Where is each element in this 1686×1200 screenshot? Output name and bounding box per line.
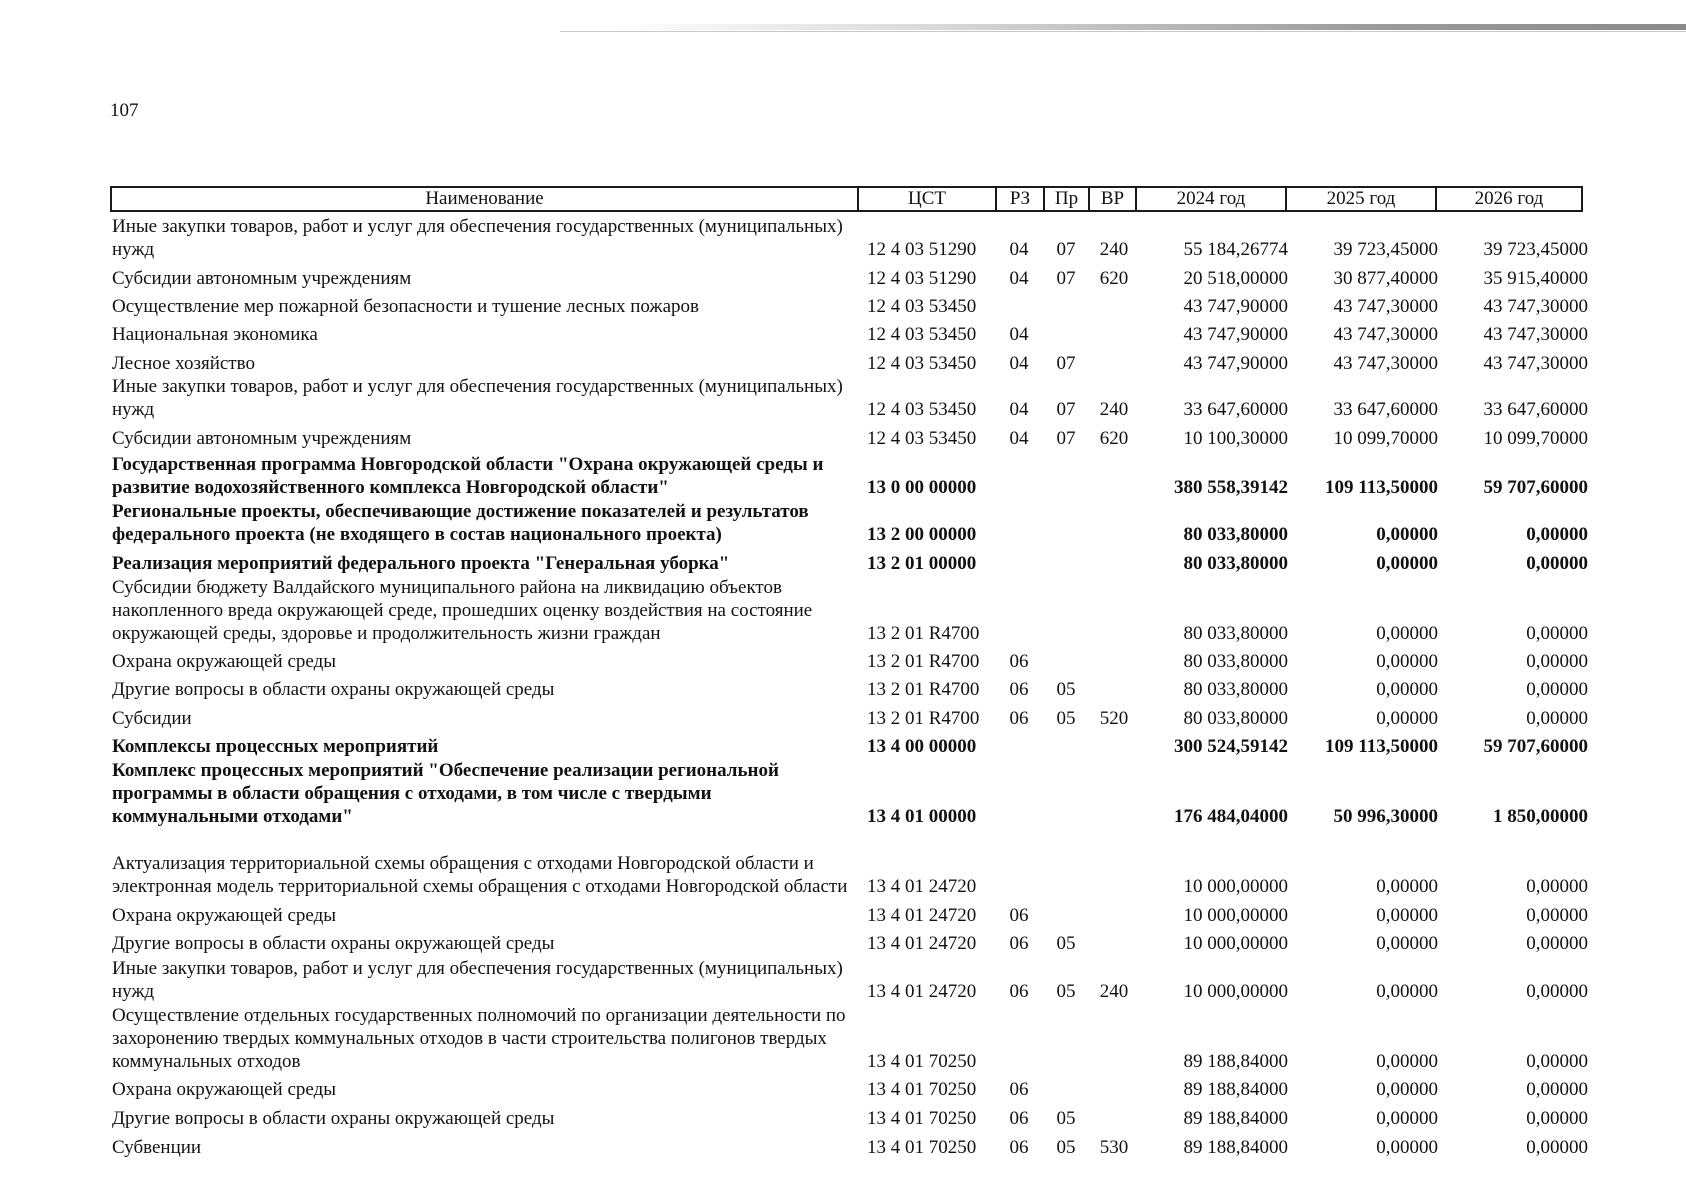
cell-cst: 12 4 03 51290 (867, 268, 977, 289)
cell-rz: 06 (1009, 708, 1029, 729)
cell-2024: 80 033,80000 (1183, 524, 1288, 545)
cell-cst: 13 4 01 70250 (867, 1137, 977, 1158)
table-row (0, 318, 1686, 346)
cell-rz: 06 (1009, 933, 1029, 954)
cell-name: Лесное хозяйство (112, 353, 255, 374)
cell-pr: 07 (1056, 428, 1076, 449)
column-header-rz: РЗ (995, 188, 1043, 210)
cell-2026: 0,00000 (1526, 905, 1588, 926)
cell-rz: 04 (1009, 428, 1029, 449)
cell-name: Другие вопросы в области охраны окружающей среды (112, 679, 555, 700)
cell-2025: 0,00000 (1376, 905, 1438, 926)
cell-2026: 0,00000 (1526, 623, 1588, 644)
cell-cst: 13 2 01 R4700 (867, 651, 980, 672)
cell-cst: 13 4 01 00000 (867, 806, 977, 827)
cell-pr: 07 (1056, 399, 1076, 420)
cell-name: Субвенции (112, 1137, 202, 1158)
table-row (0, 955, 1686, 1003)
table-row (0, 1101, 1686, 1130)
cell-cst: 12 4 03 53450 (867, 353, 977, 374)
cell-rz: 06 (1009, 905, 1029, 926)
table-row (0, 290, 1686, 318)
cell-cst: 13 4 01 24720 (867, 981, 977, 1002)
cell-vr: 240 (1099, 981, 1129, 1002)
cell-2026: 59 707,60000 (1483, 736, 1588, 757)
cell-name: Комплекс процессных мероприятий "Обеспечение реализации региональной программы в области обращения с отходами, в том числе с твердыми коммунальными отходами" (112, 760, 779, 827)
cell-2024: 80 033,80000 (1183, 651, 1288, 672)
cell-2024: 380 558,39142 (1174, 477, 1288, 498)
table-row (0, 1130, 1686, 1159)
cell-cst: 13 4 01 24720 (867, 876, 977, 897)
column-header-2026: 2026 год (1435, 188, 1581, 210)
scan-edge-line (560, 31, 1686, 32)
cell-2026: 43 747,30000 (1483, 324, 1588, 345)
cell-cst: 13 4 00 00000 (867, 736, 977, 757)
table-row (0, 898, 1686, 927)
table-row (0, 261, 1686, 290)
cell-cst: 12 4 03 53450 (867, 399, 977, 420)
cell-2026: 1 850,00000 (1493, 806, 1588, 827)
cell-rz: 06 (1009, 679, 1029, 700)
cell-2024: 89 188,84000 (1183, 1137, 1288, 1158)
cell-2025: 0,00000 (1376, 981, 1438, 1002)
cell-cst: 12 4 03 51290 (867, 239, 977, 260)
cell-rz: 06 (1009, 651, 1029, 672)
cell-vr: 240 (1099, 239, 1129, 260)
cell-vr: 240 (1099, 399, 1129, 420)
cell-2025: 0,00000 (1376, 623, 1438, 644)
cell-2025: 43 747,30000 (1333, 353, 1438, 374)
cell-2024: 20 518,00000 (1183, 268, 1288, 289)
cell-2025: 0,00000 (1376, 1137, 1438, 1158)
cell-cst: 13 2 01 R4700 (867, 708, 980, 729)
column-header-cst: ЦСТ (857, 188, 995, 210)
cell-name: Иные закупки товаров, работ и услуг для обеспечения государственных (муниципальных) нужд (112, 376, 843, 420)
cell-2025: 0,00000 (1376, 553, 1438, 574)
cell-2026: 0,00000 (1526, 933, 1588, 954)
cell-rz: 04 (1009, 268, 1029, 289)
cell-2026: 0,00000 (1526, 1137, 1588, 1158)
cell-2026: 0,00000 (1526, 679, 1588, 700)
cell-2026: 59 707,60000 (1483, 477, 1588, 498)
table-row (0, 1073, 1686, 1101)
cell-cst: 13 4 01 24720 (867, 905, 977, 926)
cell-2026: 43 747,30000 (1483, 296, 1588, 317)
scan-edge-artifact (610, 24, 1686, 30)
cell-2025: 0,00000 (1376, 876, 1438, 897)
cell-2025: 0,00000 (1376, 1108, 1438, 1129)
table-row (0, 546, 1686, 575)
cell-pr: 05 (1056, 708, 1076, 729)
cell-cst: 12 4 03 53450 (867, 428, 977, 449)
cell-2025: 109 113,50000 (1325, 736, 1438, 757)
cell-2024: 10 000,00000 (1183, 905, 1288, 926)
cell-2024: 80 033,80000 (1183, 623, 1288, 644)
cell-name: Субсидии (112, 708, 192, 729)
cell-name: Охрана окружающей среды (112, 1079, 337, 1100)
cell-cst: 13 2 00 00000 (867, 524, 977, 545)
cell-rz: 04 (1009, 353, 1029, 374)
cell-2024: 10 000,00000 (1183, 981, 1288, 1002)
cell-2025: 109 113,50000 (1325, 477, 1438, 498)
cell-pr: 05 (1056, 1137, 1076, 1158)
cell-2026: 0,00000 (1526, 1079, 1588, 1100)
column-header-vr: ВР (1088, 188, 1135, 210)
cell-2024: 89 188,84000 (1183, 1079, 1288, 1100)
table-row (0, 450, 1686, 499)
cell-2026: 33 647,60000 (1483, 399, 1588, 420)
cell-rz: 04 (1009, 239, 1029, 260)
cell-2024: 43 747,90000 (1183, 296, 1288, 317)
table-row (0, 346, 1686, 375)
cell-2025: 0,00000 (1376, 524, 1438, 545)
cell-name: Комплексы процессных мероприятий (112, 736, 439, 757)
cell-pr: 05 (1056, 981, 1076, 1002)
column-header-2025: 2025 год (1285, 188, 1435, 210)
table-row (0, 575, 1686, 645)
cell-cst: 12 4 03 53450 (867, 324, 977, 345)
table-row (0, 701, 1686, 730)
cell-cst: 13 4 01 24720 (867, 933, 977, 954)
cell-2026: 39 723,45000 (1483, 239, 1588, 260)
cell-name: Реализация мероприятий федерального проекта "Генеральная уборка" (112, 553, 730, 574)
cell-2026: 0,00000 (1526, 981, 1588, 1002)
cell-name: Иные закупки товаров, работ и услуг для обеспечения государственных (муниципальных) нужд (112, 216, 843, 260)
table-row (0, 758, 1686, 828)
cell-2024: 10 100,30000 (1183, 428, 1288, 449)
cell-name: Иные закупки товаров, работ и услуг для обеспечения государственных (муниципальных) нужд (112, 958, 843, 1002)
column-header-name: Наименование (425, 188, 544, 209)
cell-2025: 43 747,30000 (1333, 324, 1438, 345)
cell-cst: 13 0 00 00000 (867, 477, 977, 498)
cell-2026: 0,00000 (1526, 1108, 1588, 1129)
cell-rz: 06 (1009, 981, 1029, 1002)
column-header-2024: 2024 год (1135, 188, 1285, 210)
cell-name: Другие вопросы в области охраны окружающей среды (112, 1108, 555, 1129)
cell-2025: 10 099,70000 (1333, 428, 1438, 449)
cell-rz: 04 (1009, 324, 1029, 345)
table-row (0, 645, 1686, 673)
cell-2024: 80 033,80000 (1183, 708, 1288, 729)
cell-2026: 0,00000 (1526, 553, 1588, 574)
cell-2026: 10 099,70000 (1483, 428, 1588, 449)
table-row (0, 673, 1686, 701)
cell-vr: 520 (1099, 708, 1129, 729)
cell-pr: 05 (1056, 679, 1076, 700)
cell-cst: 12 4 03 53450 (867, 296, 977, 317)
cell-name: Субсидии бюджету Валдайского муниципального района на ликвидацию объектов накопленного вреда окружающей среде, прошедших оценку воздействия на состояние окружающей среды, здоровье и продолжительность жизни граждан (112, 577, 813, 644)
cell-pr: 05 (1056, 933, 1076, 954)
table-row (0, 828, 1686, 898)
cell-pr: 07 (1056, 353, 1076, 374)
cell-2025: 33 647,60000 (1333, 399, 1438, 420)
cell-name: Охрана окружающей среды (112, 905, 337, 926)
cell-2024: 80 033,80000 (1183, 679, 1288, 700)
cell-2024: 43 747,90000 (1183, 353, 1288, 374)
cell-rz: 04 (1009, 399, 1029, 420)
cell-2024: 89 188,84000 (1183, 1051, 1288, 1072)
cell-2024: 43 747,90000 (1183, 324, 1288, 345)
cell-2024: 80 033,80000 (1183, 553, 1288, 574)
cell-name: Охрана окружающей среды (112, 651, 337, 672)
table-row (0, 1003, 1686, 1073)
cell-2024: 33 647,60000 (1183, 399, 1288, 420)
cell-name: Субсидии автономным учреждениям (112, 268, 412, 289)
cell-2025: 43 747,30000 (1333, 296, 1438, 317)
cell-name: Осуществление мер пожарной безопасности и тушение лесных пожаров (112, 296, 699, 317)
cell-2025: 0,00000 (1376, 679, 1438, 700)
cell-2026: 0,00000 (1526, 876, 1588, 897)
cell-2024: 300 524,59142 (1174, 736, 1288, 757)
cell-cst: 13 4 01 70250 (867, 1051, 977, 1072)
cell-2025: 0,00000 (1376, 1079, 1438, 1100)
cell-2026: 35 915,40000 (1483, 268, 1588, 289)
cell-rz: 06 (1009, 1108, 1029, 1129)
cell-2024: 176 484,04000 (1174, 806, 1288, 827)
cell-2026: 0,00000 (1526, 524, 1588, 545)
cell-2026: 0,00000 (1526, 1051, 1588, 1072)
cell-cst: 13 4 01 70250 (867, 1108, 977, 1129)
table-row (0, 212, 1686, 261)
cell-name: Осуществление отдельных государственных полномочий по организации деятельности по захоронению твердых коммунальных отходов в части строительства полигонов твердых коммунальных отходов (112, 1005, 846, 1072)
cell-cst: 13 2 01 00000 (867, 553, 977, 574)
cell-cst: 13 4 01 70250 (867, 1079, 977, 1100)
cell-2024: 89 188,84000 (1183, 1108, 1288, 1129)
table-row (0, 499, 1686, 546)
table-row (0, 375, 1686, 421)
cell-cst: 13 2 01 R4700 (867, 623, 980, 644)
cell-2026: 0,00000 (1526, 708, 1588, 729)
cell-cst: 13 2 01 R4700 (867, 679, 980, 700)
cell-2024: 55 184,26774 (1183, 239, 1288, 260)
cell-2025: 0,00000 (1376, 933, 1438, 954)
cell-name: Региональные проекты, обеспечивающие достижение показателей и результатов федерального проекта (не входящего в состав национального проекта) (112, 501, 809, 545)
cell-name: Другие вопросы в области охраны окружающей среды (112, 933, 555, 954)
table-row (0, 927, 1686, 955)
cell-2025: 39 723,45000 (1333, 239, 1438, 260)
cell-rz: 06 (1009, 1137, 1029, 1158)
cell-2025: 0,00000 (1376, 1051, 1438, 1072)
cell-2024: 10 000,00000 (1183, 876, 1288, 897)
cell-vr: 530 (1099, 1137, 1129, 1158)
cell-rz: 06 (1009, 1079, 1029, 1100)
cell-pr: 07 (1056, 239, 1076, 260)
cell-name: Государственная программа Новгородской области "Охрана окружающей среды и развитие водохозяйственного комплекса Новгородской области" (112, 454, 824, 498)
table-header (110, 186, 1583, 212)
cell-name: Актуализация территориальной схемы обращения с отходами Новгородской области и электронная модель территориальной схемы обращения с отходами Новгородской области (112, 853, 848, 897)
cell-2025: 50 996,30000 (1333, 806, 1438, 827)
cell-name: Национальная экономика (112, 324, 318, 345)
table-row (0, 730, 1686, 758)
cell-2025: 0,00000 (1376, 651, 1438, 672)
cell-vr: 620 (1099, 428, 1129, 449)
cell-2024: 10 000,00000 (1183, 933, 1288, 954)
cell-pr: 05 (1056, 1108, 1076, 1129)
table-row (0, 421, 1686, 450)
column-header-pr: Пр (1043, 188, 1088, 210)
cell-pr: 07 (1056, 268, 1076, 289)
cell-2026: 43 747,30000 (1483, 353, 1588, 374)
cell-name: Субсидии автономным учреждениям (112, 428, 412, 449)
cell-2025: 30 877,40000 (1333, 268, 1438, 289)
page-number: 107 (110, 100, 139, 121)
cell-2026: 0,00000 (1526, 651, 1588, 672)
cell-vr: 620 (1099, 268, 1129, 289)
cell-2025: 0,00000 (1376, 708, 1438, 729)
